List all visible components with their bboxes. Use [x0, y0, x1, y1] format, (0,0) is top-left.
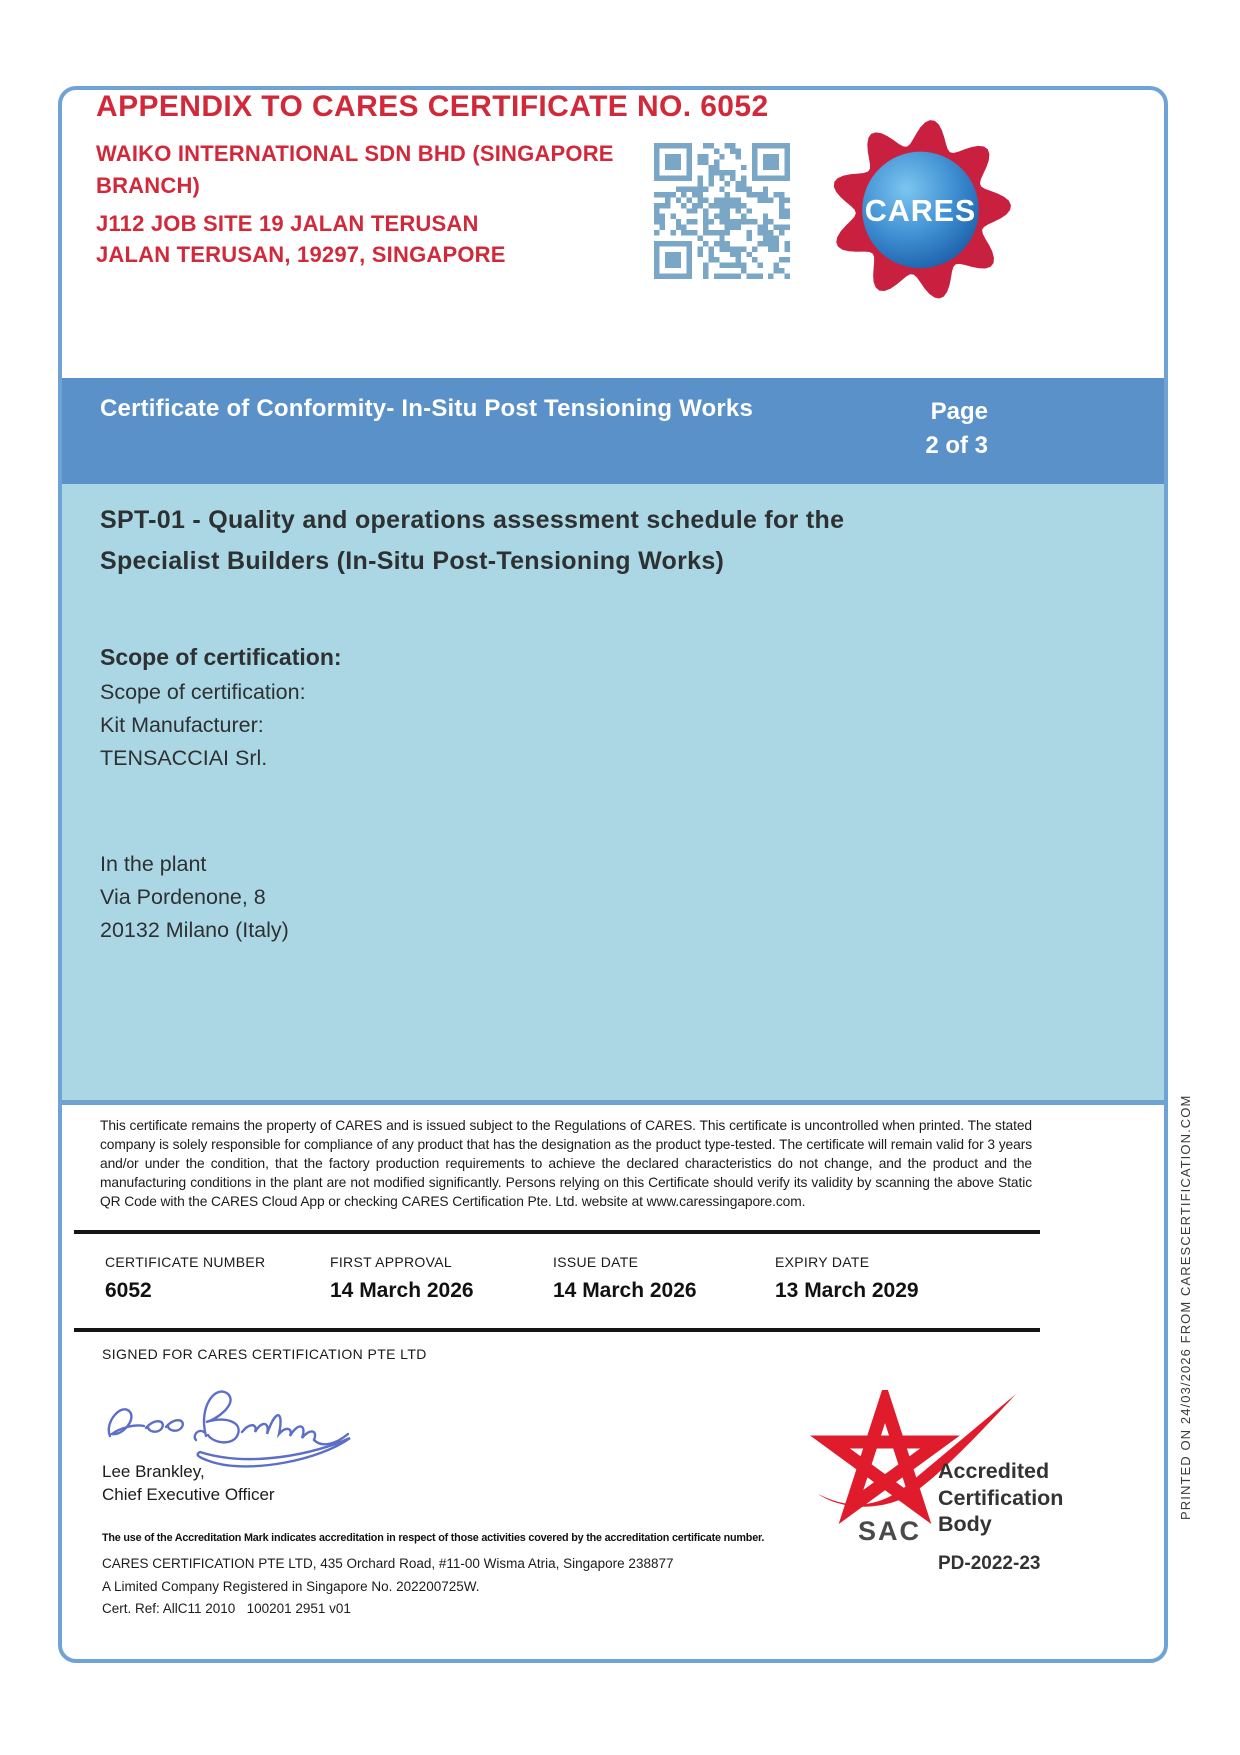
appendix-title: APPENDIX TO CARES CERTIFICATE NO. 6052 [96, 90, 769, 123]
accreditation-note: The use of the Accreditation Mark indicates accreditation in respect of those activities covered by the accreditation certificate number. [102, 1532, 765, 1544]
detail-value: 13 March 2029 [775, 1279, 919, 1302]
acb-line2: Certification [938, 1485, 1064, 1510]
accredited-certification-body-label [938, 1458, 1063, 1538]
detail-expiry-date [775, 1254, 995, 1314]
plant-line3: 20132 Milano (Italy) [100, 918, 289, 942]
detail-value: 14 March 2026 [553, 1279, 697, 1302]
plant-line2: Via Pordenone, 8 [100, 885, 266, 909]
scheme-title-line2: Specialist Builders (In-Situ Post-Tensioning Works) [100, 547, 725, 575]
accreditation-code: PD-2022-23 [938, 1553, 1041, 1574]
scope-heading: Scope of certification: [100, 644, 342, 670]
site-address-line1: J112 JOB SITE 19 JALAN TERUSAN [96, 211, 479, 236]
signed-for-label: SIGNED FOR CARES CERTIFICATION PTE LTD [102, 1346, 427, 1362]
company-registration: A Limited Company Registered in Singapore No. 202200725W. [102, 1579, 480, 1594]
detail-label: CERTIFICATE NUMBER [105, 1254, 266, 1270]
cares-logo-text: CARES [864, 194, 977, 229]
page-label: Page [930, 398, 988, 425]
detail-label: ISSUE DATE [553, 1254, 639, 1270]
plant-line1: In the plant [100, 852, 207, 876]
certificate-type-banner [62, 378, 1164, 484]
detail-first-approval [330, 1254, 550, 1314]
detail-value: 6052 [105, 1279, 152, 1302]
detail-issue-date [553, 1254, 773, 1314]
scheme-panel [62, 484, 1164, 1105]
page-value: 2 of 3 [925, 432, 988, 459]
regulations-fine-print: This certificate remains the property of CARES and is issued subject to the Regulations of CARES. This certificate is uncontrolled when printed. The stated company is solely responsible for compliance of any product that has the designation as the product type-tested. The certificate will remain valid for 3 years and/or under the condition, that the factory production requirements to achieve the declared characteristics do not change, and the product and the manufacturing conditions in the plant are not modified significantly. Persons relying on this Certificate should verify its validity by scanning the above Static QR Code with the CARES Cloud App or checking CARES Certification Pte. Ltd. website at www.caressingapore.com. [100, 1118, 1032, 1209]
divider-rule-bottom [74, 1328, 1040, 1332]
company-name-line1: WAIKO INTERNATIONAL SDN BHD (SINGAPORE [96, 141, 614, 166]
certificate-reference: Cert. Ref: AllC11 2010 100201 2951 v01 [102, 1601, 351, 1616]
sac-label: SAC [858, 1516, 922, 1546]
signature-image [100, 1378, 375, 1473]
banner-title: Certificate of Conformity- In-Situ Post Tensioning Works [100, 395, 754, 422]
qr-code-icon [654, 143, 790, 279]
printed-on-note: PRINTED ON 24/03/2026 FROM CARESCERTIFICATION.COM [1178, 1094, 1193, 1520]
cares-logo [828, 110, 1013, 308]
detail-value: 14 March 2026 [330, 1279, 474, 1302]
signatory-role: Chief Executive Officer [102, 1485, 275, 1504]
scope-line2: Kit Manufacturer: [100, 713, 264, 737]
scheme-title-line1: SPT-01 - Quality and operations assessment schedule for the [100, 506, 845, 534]
detail-certificate-number [105, 1254, 325, 1314]
acb-line3: Body [938, 1512, 992, 1536]
site-address-line2: JALAN TERUSAN, 19297, SINGAPORE [96, 242, 506, 267]
company-name-line2: BRANCH) [96, 173, 201, 198]
detail-label: EXPIRY DATE [775, 1254, 870, 1270]
cares-office-address: CARES CERTIFICATION PTE LTD, 435 Orchard Road, #11-00 Wisma Atria, Singapore 238877 [102, 1556, 674, 1571]
scope-line3: TENSACCIAI Srl. [100, 746, 268, 770]
signatory-name: Lee Brankley, [102, 1462, 205, 1481]
acb-line1: Accredited [938, 1459, 1050, 1483]
divider-rule-top [74, 1230, 1040, 1234]
detail-label: FIRST APPROVAL [330, 1254, 452, 1270]
scope-line1: Scope of certification: [100, 680, 306, 704]
page-indicator [925, 395, 988, 463]
